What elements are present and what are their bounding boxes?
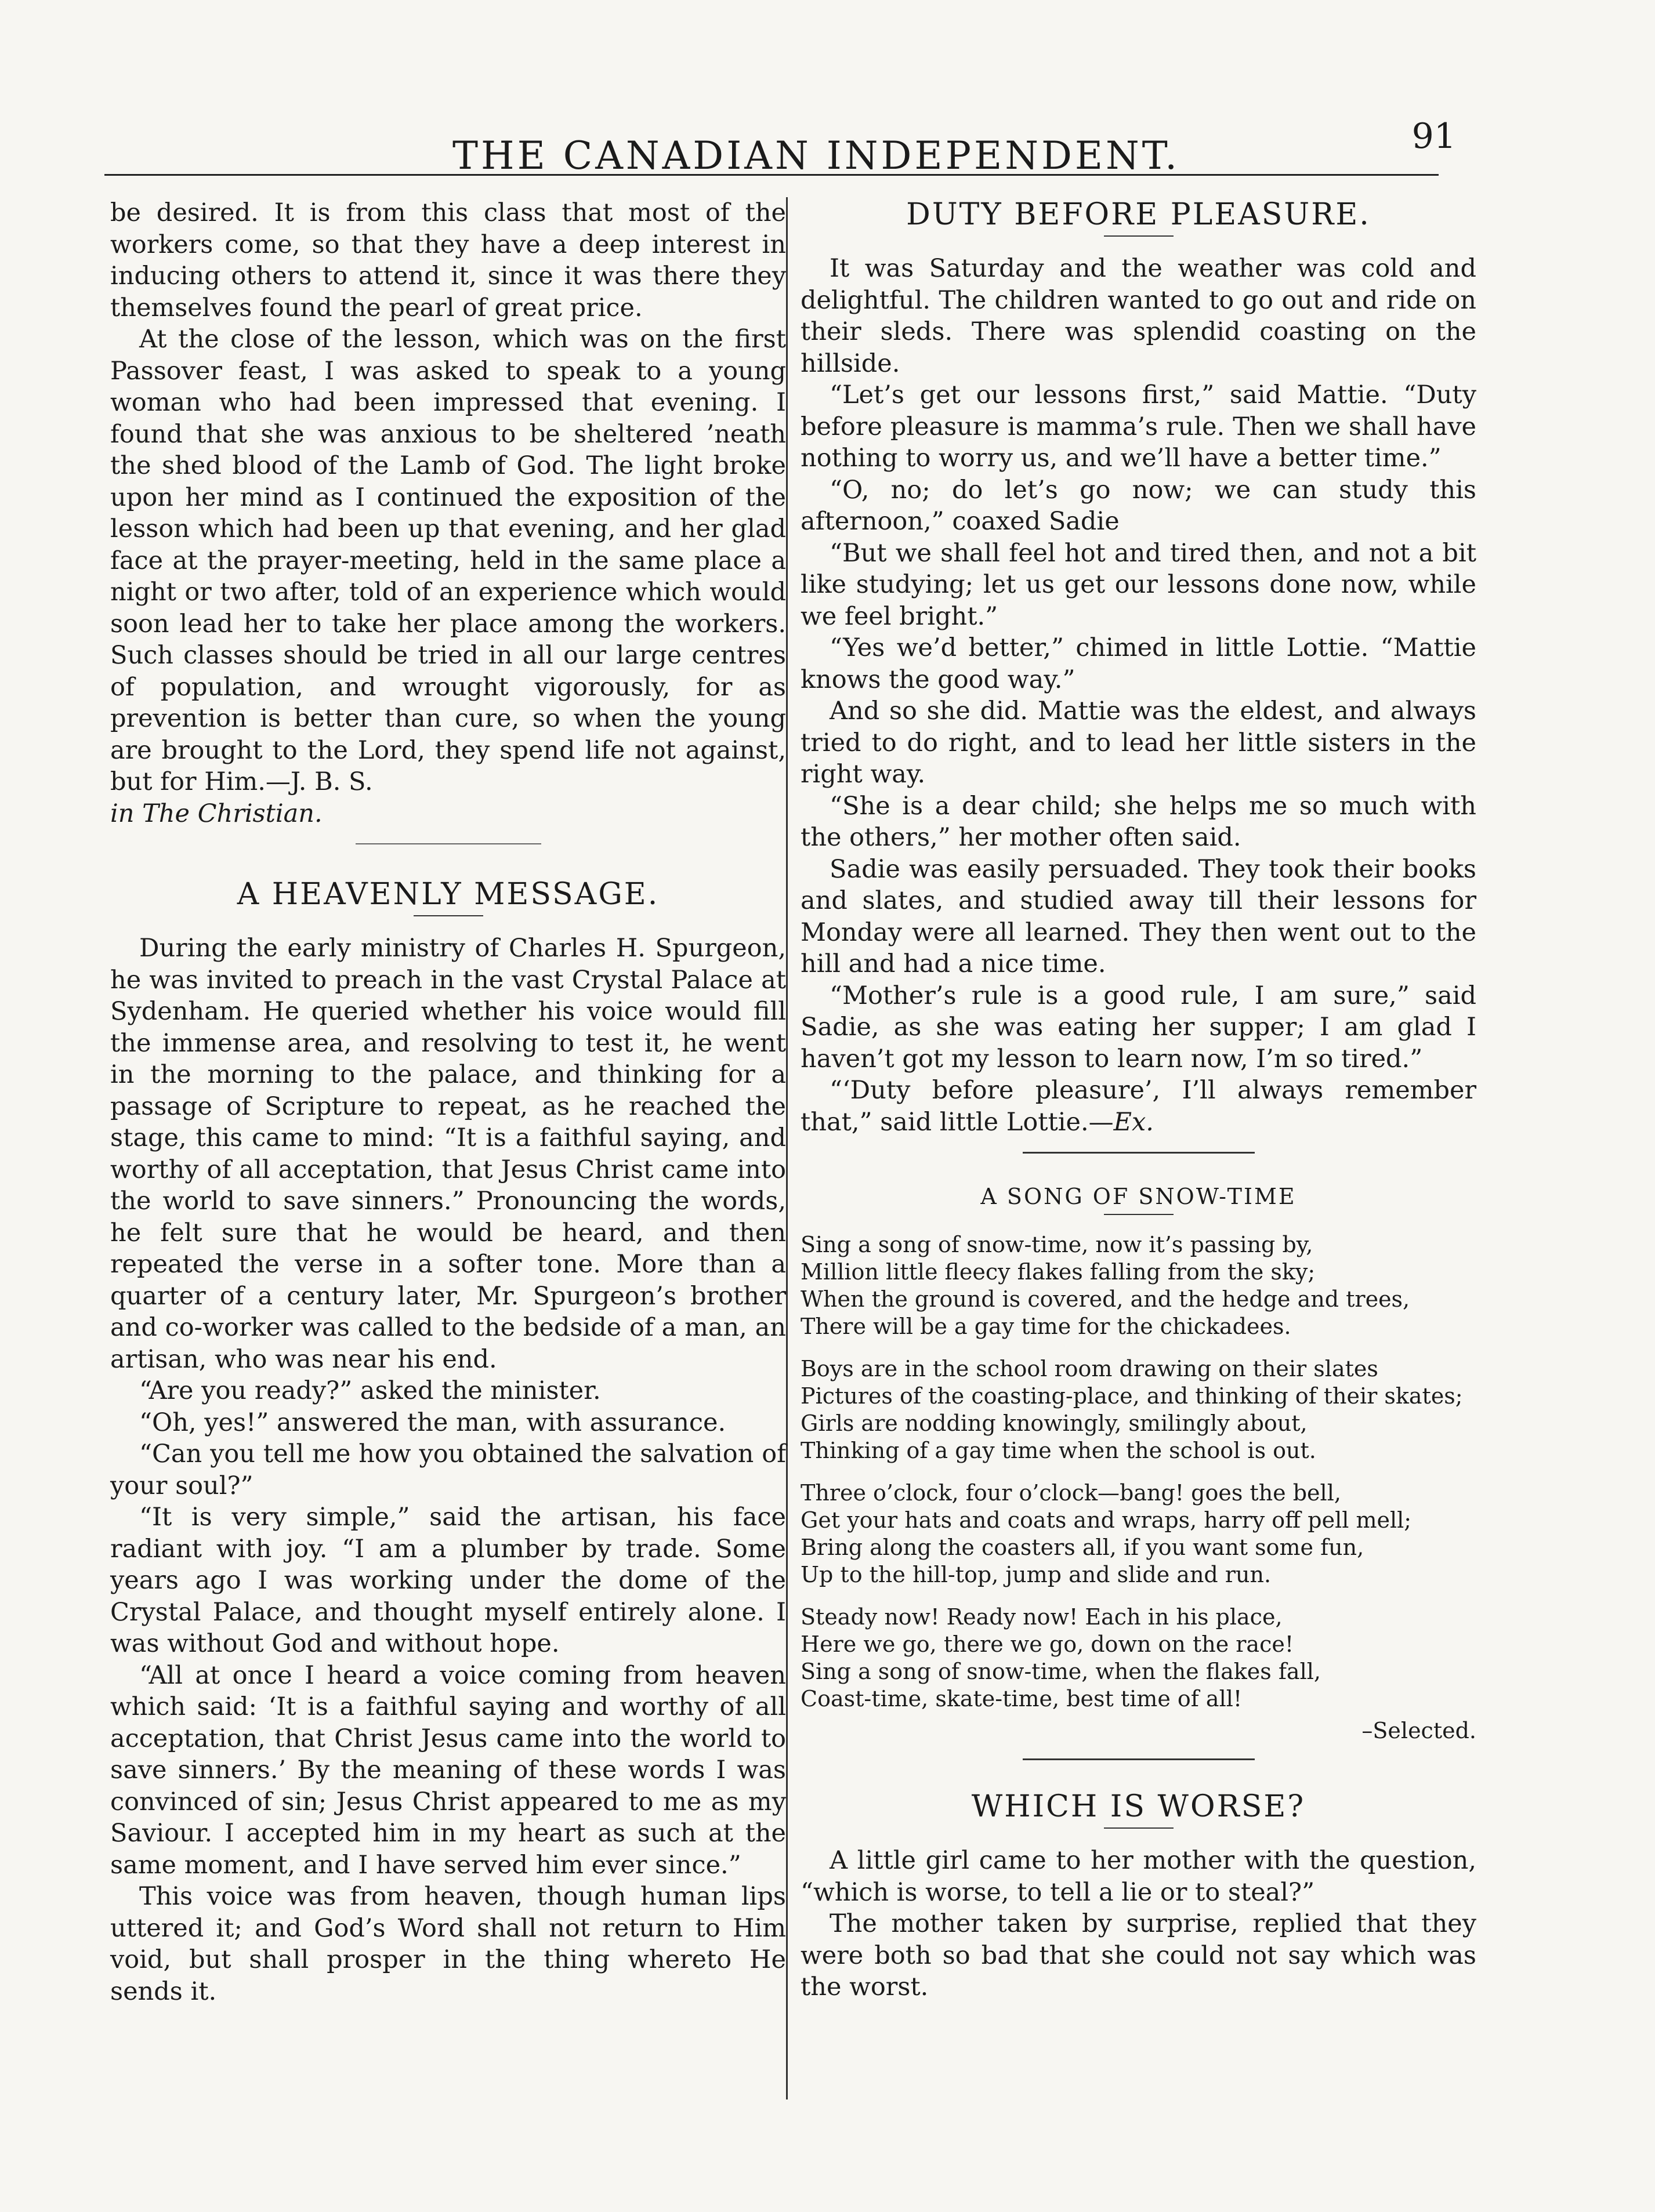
article-paragraph: And so she did. Mattie was the eldest, and always tried to do right, and to lead her little sisters in the right way. [801, 697, 1476, 789]
right-column [801, 197, 1476, 2003]
article-paragraph: Sadie was easily persuaded. They took their books and slates, and studied away till their lessons for Monday were all learned. They then went out to the hill and had a nice time. [801, 854, 1476, 978]
article-title-which-is-worse: WHICH IS WORSE? [971, 1789, 1306, 1824]
poem-line: Steady now! Ready now! Each in his place, [801, 1604, 1283, 1630]
page-number: 91 [1411, 116, 1456, 157]
poem-stanza [801, 1231, 1476, 1340]
attribution-line [110, 798, 786, 830]
article-title-duty-before-pleasure: DUTY BEFORE PLEASURE. [906, 197, 1371, 232]
article-title-heavenly-message: A HEAVENLY MESSAGE. [237, 877, 660, 912]
title-rule [1104, 235, 1174, 237]
article-paragraph: “Yes we’d better,” chimed in little Lottie. “Mattie knows the good way.” [801, 633, 1476, 694]
poem-line: Here we go, there we go, down on the race! [801, 1631, 1294, 1657]
poem-line: When the ground is covered, and the hedge and trees, [801, 1286, 1410, 1312]
article-paragraph: “It is very simple,” said the artisan, his face radiant with joy. “I am a plumber by trade. Some years ago I was working under the dome of the Crystal Palace, and thought myself entirely alone. I was without God and without hope. [110, 1503, 786, 1658]
article-separator [356, 843, 541, 844]
title-rule [414, 915, 483, 916]
poem-line: Boys are in the school room drawing on their slates [801, 1356, 1378, 1381]
poem-stanza [801, 1479, 1476, 1589]
article-paragraph: “Oh, yes!” answered the man, with assurance. [139, 1408, 726, 1437]
article-paragraph: “She is a dear child; she helps me so much with the others,” her mother often said. [801, 791, 1476, 852]
attribution-in: in [110, 799, 135, 828]
header-rule [104, 174, 1439, 176]
article-separator [1023, 1152, 1255, 1154]
poem-source: –Selected. [1361, 1718, 1476, 1743]
article-paragraph: “O, no; do let’s go now; we can study this afternoon,” coaxed Sadie [801, 475, 1476, 536]
poem-stanza [801, 1604, 1476, 1713]
attribution-source: The Christian. [142, 799, 323, 828]
article-paragraph: “But we shall feel hot and tired then, and not a bit like studying; let us get our lessons done now, while we feel bright.” [801, 538, 1476, 631]
article-paragraph: “Are you ready?” asked the minister. [139, 1376, 601, 1405]
poem-line: Three o’clock, four o’clock—bang! goes the bell, [801, 1480, 1341, 1506]
poem-line: There will be a gay time for the chickadees. [801, 1314, 1291, 1339]
article-paragraph-last [801, 1075, 1476, 1138]
poem-line: Sing a song of snow-time, now it’s passing by, [801, 1232, 1313, 1257]
poem-line: Get your hats and coats and wraps, harry off pell mell; [801, 1507, 1412, 1533]
page-header [104, 116, 1456, 180]
poem-line: Pictures of the coasting-place, and thinking of their skates; [801, 1383, 1463, 1409]
article-separator [1023, 1758, 1255, 1760]
poem-line: Up to the hill-top, jump and slide and run. [801, 1562, 1272, 1587]
title-rule [1104, 1827, 1174, 1829]
article-paragraph: A little girl came to her mother with the question, “which is worse, to tell a lie or to steal?” [801, 1846, 1476, 1907]
article-paragraph: It was Saturday and the weather was cold and delightful. The children wanted to go out and ride on their sleds. There was splendid coasting on the hillside. [801, 254, 1476, 378]
article-paragraph: “Let’s get our lessons first,” said Mattie. “Duty before pleasure is mamma’s rule. Then we shall have nothing to worry us, and we’ll have a better time.” [801, 380, 1476, 473]
poem-line: Bring along the coasters all, if you want some fun, [801, 1535, 1364, 1560]
article-paragraph: “Can you tell me how you obtained the salvation of your soul?” [110, 1439, 786, 1500]
poem-line: Thinking of a gay time when the school is out. [801, 1438, 1316, 1463]
article-paragraph: During the early ministry of Charles H. Spurgeon, he was invited to preach in the vast Crystal Palace at Sydenham. He queried whether his voice would fill the immense area, and resolving to test it, he went in the morning to the palace, and thinking for a passage of Scripture to repeat, as he reached the stage, this came to mind: “It is a faithful saying, and worthy of all acceptation, that Jesus Christ came into the world to save sinners.” Pronouncing the words, he felt sure that he would be heard, and then repeated the verse in a softer tone. More than a quarter of a century later, Mr. Spurgeon’s brother and co-worker was called to the bedside of a man, an artisan, who was near his end. [110, 934, 786, 1374]
article-paragraph: “All at once I heard a voice coming from heaven which said: ‘It is a faithful saying and worthy of all acceptation, that Christ Jesus came into the world to save sinners.’ By the meaning of these words I was convinced of sin; Jesus Christ appeared to me as my Saviour. I accepted him in my heart as such at the same moment, and I have served him ever since.” [110, 1660, 786, 1880]
title-rule [1104, 1214, 1174, 1215]
left-column [110, 197, 786, 2007]
continued-paragraph: At the close of the lesson, which was on the first Passover feast, I was asked to speak to a young woman who had been impressed that evening. I found that she was anxious to be sheltered ’neath the shed blood of the Lamb of God. The light broke upon her mind as I continued the exposition of the lesson which had been up that evening, and her glad face at the prayer-meeting, held in the same place a night or two after, told of an experience which would soon lead her to take her place among the workers. Such classes should be tried in all our large centres of population, and wrought vigorously, for as prevention is better than cure, so when the young are brought to the Lord, they spend life not against, but for Him.—J. B. S. [110, 325, 786, 796]
article-paragraph: This voice was from heaven, though human lips uttered it; and God’s Word shall not return to Him void, but shall prosper in the thing whereto He sends it. [110, 1882, 786, 2006]
poem-line: Million little fleecy flakes falling from the sky; [801, 1259, 1316, 1285]
poem [801, 1231, 1476, 1745]
continued-paragraph: be desired. It is from this class that most of the workers come, so that they have a deep interest in inducing others to attend it, since it was there they themselves found the pearl of great price. [110, 198, 786, 322]
publication-title: THE CANADIAN INDEPENDENT. [452, 133, 1180, 178]
poem-title: A SONG OF SNOW-TIME [980, 1184, 1297, 1209]
poem-line: Sing a song of snow-time, when the flakes fall, [801, 1659, 1321, 1684]
poem-line: Coast-time, skate-time, best time of all! [801, 1686, 1243, 1711]
article-source: Ex. [1113, 1107, 1154, 1137]
poem-line: Girls are nodding knowingly, smilingly about, [801, 1410, 1308, 1436]
article-paragraph-text: “‘Duty before pleasure’, I’ll always remember that,” said little Lottie.— [801, 1076, 1476, 1137]
column-divider [786, 197, 788, 2099]
article-paragraph: “Mother’s rule is a good rule, I am sure,” said Sadie, as she was eating her supper; I am glad I haven’t got my lesson to learn now, I’m so tired.” [801, 981, 1476, 1074]
poem-stanza [801, 1355, 1476, 1464]
article-paragraph: The mother taken by surprise, replied that they were both so bad that she could not say which was the worst. [801, 1909, 1476, 2001]
